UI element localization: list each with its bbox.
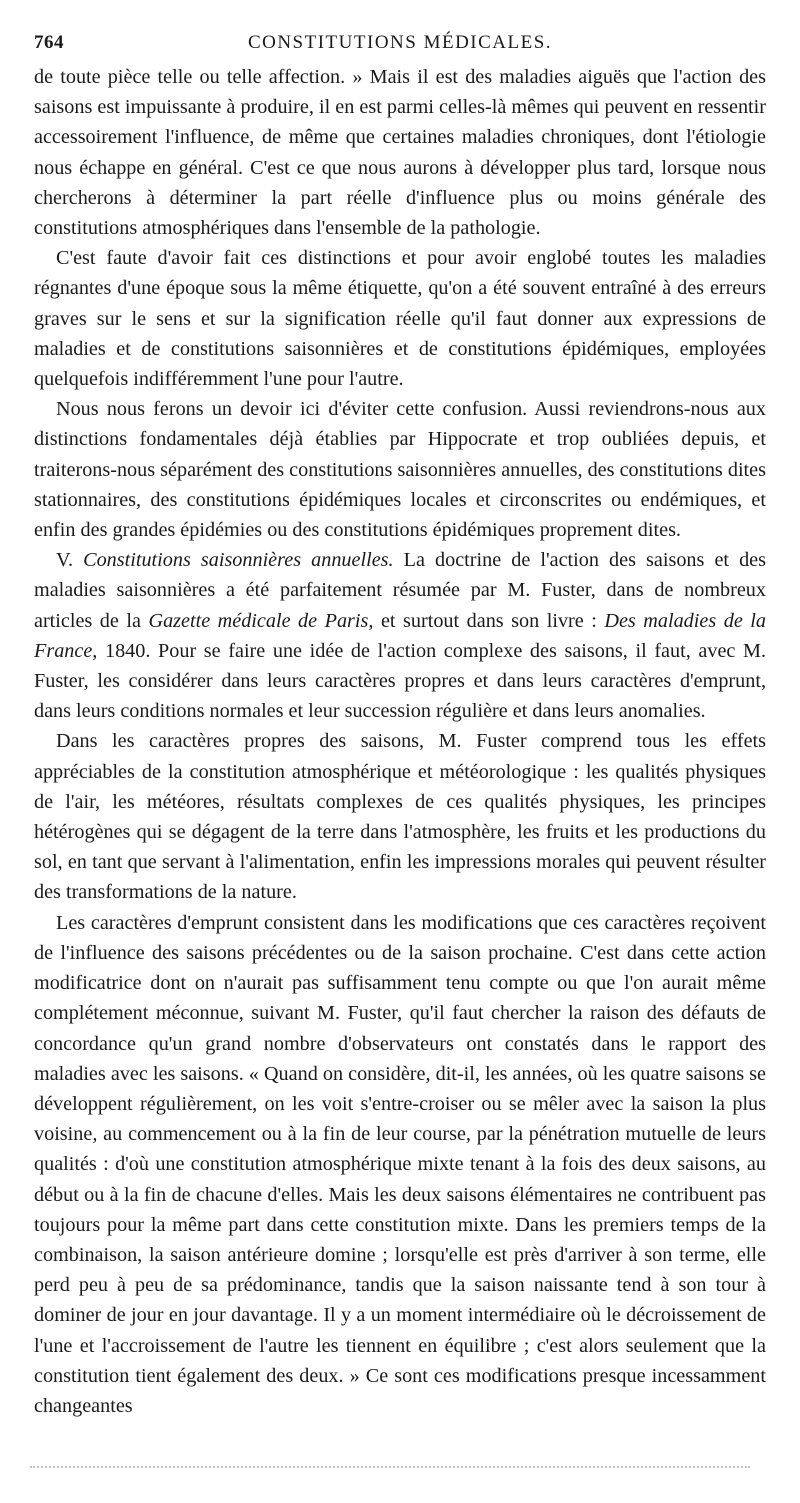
running-header	[34, 28, 766, 62]
paragraph: Dans les caractères propres des saisons, M. Fuster comprend tous les effets appréciables de la constitution atmosphérique et météorologique : les qualités physiques de l'air, les météores, résultats complexes de ces qualités physiques, les principes hétérogènes qui se dégagent de la terre dans l'atmosphère, les fruits et les productions du sol, en tant que servant à l'alimentation, enfin les impressions morales qui peuvent résulter des transformations de la nature.	[34, 730, 766, 904]
journal-title: Gazette médicale de Paris	[148, 609, 369, 632]
section-heading: Constitutions saisonnières annuelles.	[83, 549, 394, 572]
paragraph-text: La doctrine de l'action des saisons et des maladies saisonnières a été parfaitement résumée par M. Fuster, dans de nombreux articles de la	[34, 549, 766, 632]
paragraph-text: , 1840. Pour se faire une idée de l'action complexe des saisons, il faut, avec M. Fuster, les considérer dans leurs caractères propres et dans leurs caractères d'emprunt, dans leurs conditions normales et leur succession régulière et dans leurs anomalies.	[34, 639, 766, 723]
section-number: V.	[56, 549, 84, 572]
paragraph-continuation: de toute pièce telle ou telle affection. » Mais il est des maladies aiguës que l'action des saisons est impuissante à produire, il en est parmi celles-là mêmes qui peuvent en ressentir accessoirement l'influence, de même que certaines maladies chroniques, dont l'étiologie nous échappe en général. C'est ce que nous aurons à développer plus tard, lorsque nous chercherons à déterminer la part réelle d'influence plus ou moins générale des constitutions atmosphériques dans l'ensemble de la pathologie.	[34, 66, 766, 240]
body-text	[34, 62, 766, 1421]
book-page	[34, 28, 766, 1421]
scan-noise-line	[30, 1466, 750, 1471]
section-paragraph	[34, 545, 766, 726]
book-title: Des maladies de la France	[34, 609, 767, 662]
running-title: CONSTITUTIONS MÉDICALES.	[247, 32, 553, 53]
paragraph: Les caractères d'emprunt consistent dans les modifications que ces caractères reçoivent de l'influence des saisons précédentes ou de la saison prochaine. C'est dans cette action modificatrice dont on n'aurait pas suffisamment tenu compte ou que l'on aurait même complétement méconnue, suivant M. Fuster, qu'il faut chercher la raison des défauts de concordance qu'un grand nombre d'observateurs ont constatés dans le rapport des maladies avec les saisons. « Quand on considère, dit-il, les années, où les quatre saisons se développent régulièrement, on les voit s'entre-croiser ou se mêler avec la saison la plus voisine, au commencement ou à la fin de leur course, par la pénétration mutuelle de leurs qualités : d'où une constitution atmosphérique mixte tenant à la fois des deux saisons, au début ou à la fin de chacune d'elles. Mais les deux saisons élémentaires ne contribuent pas toujours pour la même part dans cette constitution mixte. Dans les premiers temps de la combinaison, la saison antérieure domine ; lorsqu'elle est près d'arriver à son terme, elle perd peu à peu de sa prédominance, tandis que la saison naissante tend à son tour à dominer de jour en jour davantage. Il y a un moment intermédiaire où le décroissement de l'une et l'accroissement de l'autre les tiennent en équilibre ; c'est alors seulement que la constitution tient également des deux. » Ce sont ces modifications presque incessamment changeantes	[34, 911, 766, 1417]
paragraph: Nous nous ferons un devoir ici d'éviter cette confusion. Aussi reviendrons-nous aux distinctions fondamentales déjà établies par Hippocrate et trop oubliées depuis, et traiterons-nous séparément des constitutions saisonnières annuelles, des constitutions dites stationnaires, des constitutions épidémiques locales et circonscrites ou endémiques, et enfin des grandes épidémies ou des constitutions épidémiques proprement dites.	[34, 398, 766, 542]
paragraph: C'est faute d'avoir fait ces distinctions et pour avoir englobé toutes les maladies régnantes d'une époque sous la même étiquette, qu'on a été souvent entraîné à des erreurs graves sur le sens et sur la signification réelle qu'il faut donner aux expressions de maladies et de constitutions saisonnières et de constitutions épidémiques, employées quelquefois indifféremment l'une pour l'autre.	[34, 247, 766, 391]
page-number: 764	[34, 32, 64, 53]
paragraph-text: , et surtout dans son livre :	[368, 609, 605, 632]
